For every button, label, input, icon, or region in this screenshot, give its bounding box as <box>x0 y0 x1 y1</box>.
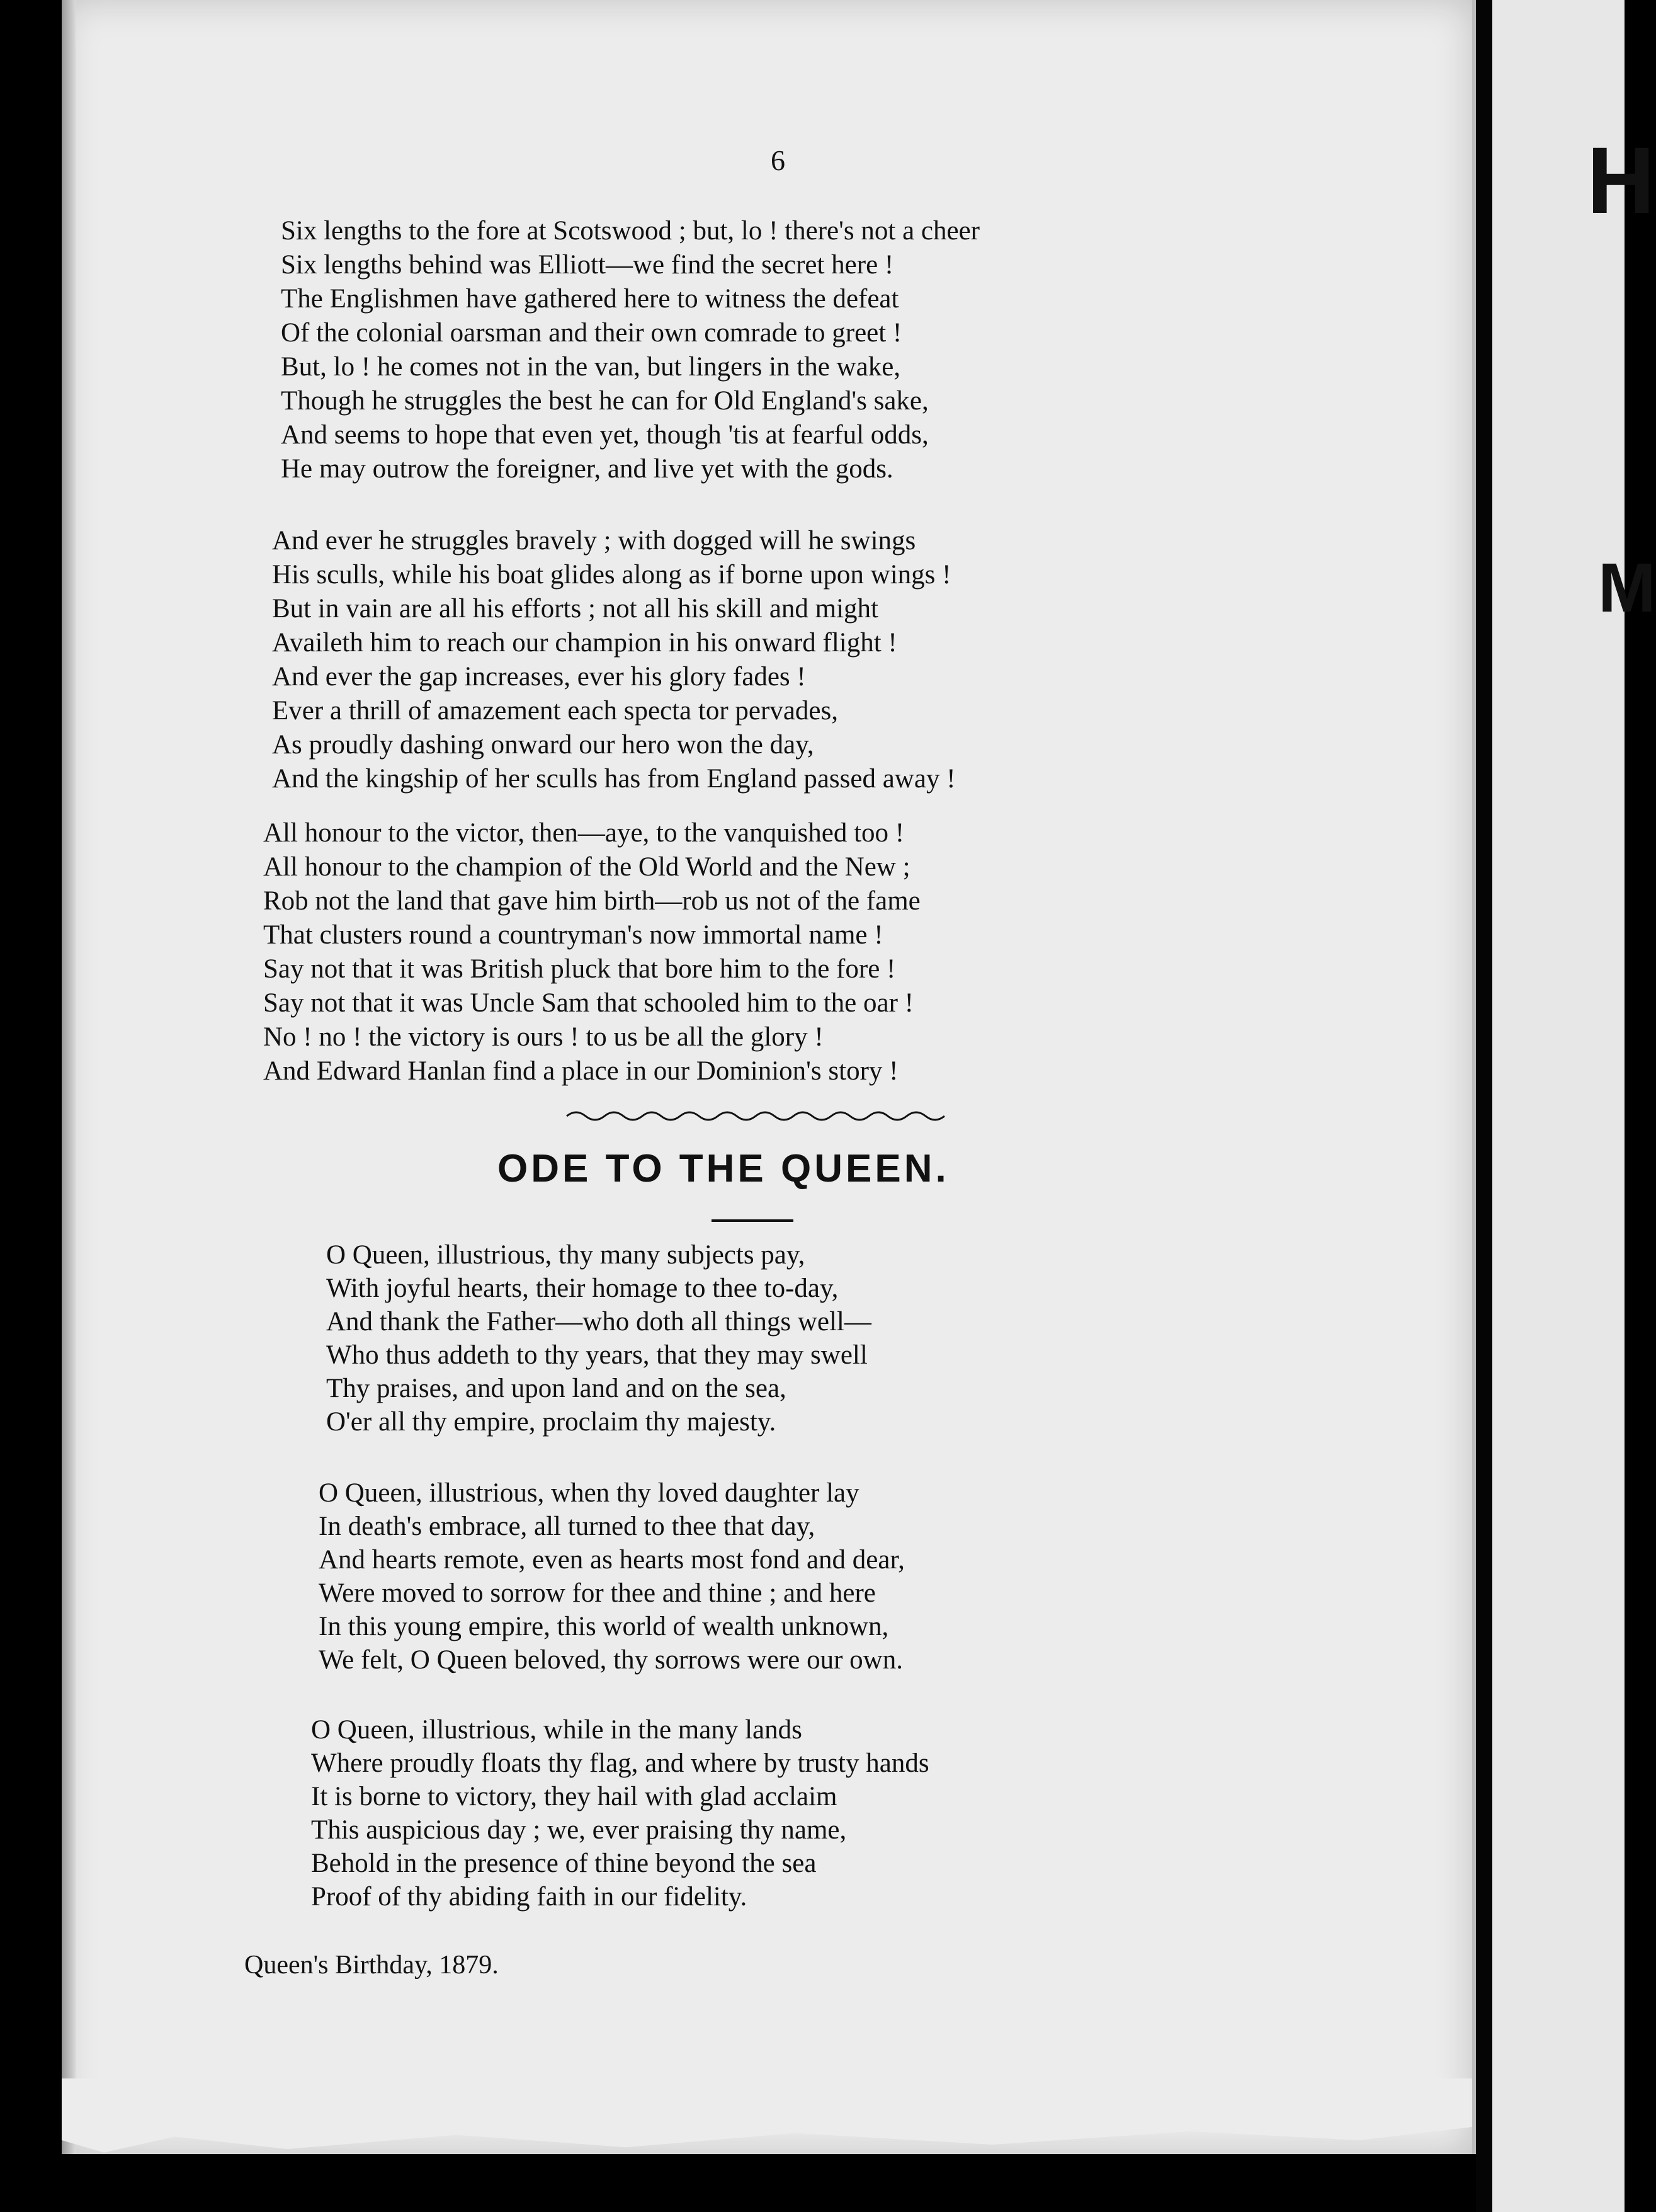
poem-line: And seems to hope that even yet, though 'tis at fearful odds, <box>281 420 929 450</box>
ode-line: Proof of thy abiding faith in our fidelity. <box>311 1882 747 1912</box>
poem-line: His sculls, while his boat glides along as if borne upon wings ! <box>272 560 951 590</box>
poem-line: Of the colonial oarsman and their own comrade to greet ! <box>281 318 902 348</box>
poem-line: That clusters round a countryman's now immortal name ! <box>263 920 883 950</box>
poem-line: All honour to the champion of the Old World and the New ; <box>263 852 910 882</box>
poem-line: And ever he struggles bravely ; with dogged will he swings <box>272 526 916 556</box>
wavy-divider <box>567 1107 944 1125</box>
ode-line: Who thus addeth to thy years, that they may swell <box>326 1340 868 1370</box>
ode-line: In death's embrace, all turned to thee that day, <box>319 1512 815 1541</box>
ode-stanza-3 <box>311 1713 929 1913</box>
poem-line: And the kingship of her sculls has from England passed away ! <box>272 764 956 794</box>
poem-line: The Englishmen have gathered here to witness the defeat <box>281 284 899 314</box>
ode-line: This auspicious day ; we, ever praising thy name, <box>311 1815 847 1845</box>
dateline: Queen's Birthday, 1879. <box>244 1951 499 1980</box>
poem-line: As proudly dashing onward our hero won the day, <box>272 730 814 760</box>
poem-line: Six lengths behind was Elliott—we find the secret here ! <box>281 250 894 280</box>
ode-line: And hearts remote, even as hearts most fond and dear, <box>319 1545 905 1575</box>
poem-line: But in vain are all his efforts ; not all his skill and might <box>272 594 879 624</box>
page-left-edge <box>62 0 76 2154</box>
ode-line: Were moved to sorrow for thee and thine ; and here <box>319 1578 876 1608</box>
ode-line: It is borne to victory, they hail with glad acclaim <box>311 1782 837 1811</box>
ode-line: O Queen, illustrious, when thy loved daughter lay <box>319 1478 859 1508</box>
poem-line: Though he struggles the best he can for Old England's sake, <box>281 386 929 416</box>
ode-line: O'er all thy empire, proclaim thy majesty. <box>326 1407 776 1437</box>
adjacent-page-letter-m: M <box>1598 549 1656 627</box>
poem-line: And ever the gap increases, ever his glory fades ! <box>272 662 806 692</box>
poem-line: No ! no ! the victory is ours ! to us be all the glory ! <box>263 1022 824 1052</box>
poem-line: But, lo ! he comes not in the van, but lingers in the wake, <box>281 352 901 382</box>
poem-line: Rob not the land that gave him birth—rob us not of the fame <box>263 886 921 916</box>
poem-line: He may outrow the foreigner, and live yet with the gods. <box>281 454 893 484</box>
ode-line: With joyful hearts, their homage to thee to-day, <box>326 1274 839 1303</box>
poem-stanza-3 <box>263 816 921 1088</box>
poem-stanza-2 <box>272 524 956 796</box>
poem-line: Availeth him to reach our champion in his onward flight ! <box>272 628 897 658</box>
ode-line: And thank the Father—who doth all things well— <box>326 1307 871 1337</box>
ode-line: Behold in the presence of thine beyond the sea <box>311 1849 817 1878</box>
ode-line: In this young empire, this world of wealth unknown, <box>319 1612 889 1641</box>
ode-line: O Queen, illustrious, while in the many lands <box>311 1715 802 1745</box>
poem-line: Ever a thrill of amazement each specta tor pervades, <box>272 696 838 726</box>
poem-line: Say not that it was Uncle Sam that schooled him to the oar ! <box>263 988 914 1018</box>
title-underline <box>712 1219 793 1222</box>
ode-line: Thy praises, and upon land and on the sea, <box>326 1374 786 1403</box>
ode-line: We felt, O Queen beloved, thy sorrows were our own. <box>319 1645 903 1675</box>
adjacent-page <box>1492 0 1656 2212</box>
poem-line: And Edward Hanlan find a place in our Dominion's story ! <box>263 1056 899 1086</box>
poem-line: Say not that it was British pluck that bore him to the fore ! <box>263 954 896 984</box>
ode-title: ODE TO THE QUEEN. <box>497 1147 950 1190</box>
poem-stanza-1 <box>281 214 980 486</box>
ode-line: O Queen, illustrious, thy many subjects pay, <box>326 1240 805 1270</box>
page-number: 6 <box>771 144 785 176</box>
adjacent-page-letter-h: H <box>1587 127 1655 233</box>
ode-stanza-2 <box>319 1476 905 1677</box>
poem-line: All honour to the victor, then—aye, to the vanquished too ! <box>263 818 905 848</box>
ode-line: Where proudly floats thy flag, and where by trusty hands <box>311 1748 929 1778</box>
poem-line: Six lengths to the fore at Scotswood ; but, lo ! there's not a cheer <box>281 216 980 246</box>
ode-stanza-1 <box>326 1238 871 1439</box>
